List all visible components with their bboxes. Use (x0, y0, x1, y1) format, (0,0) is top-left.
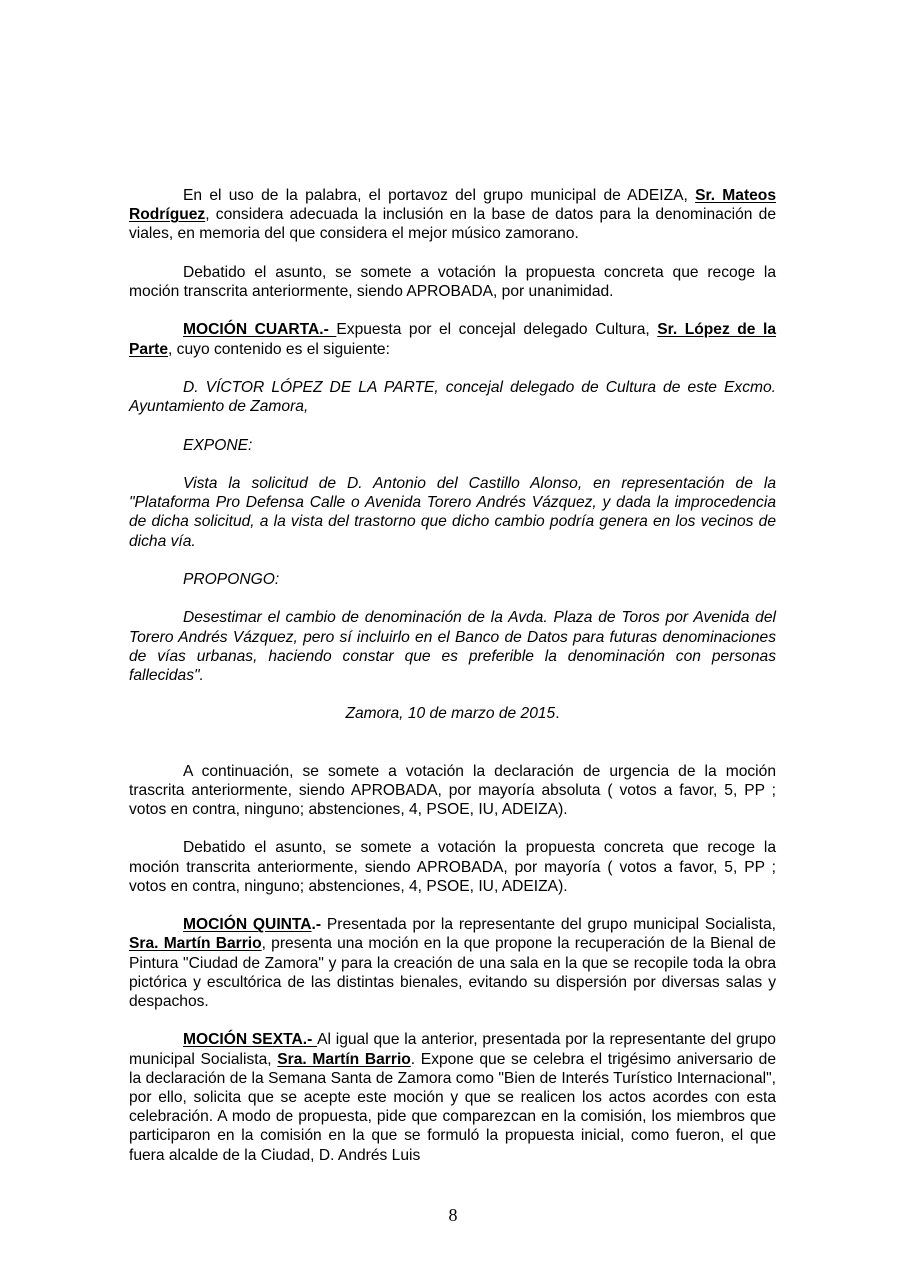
speaker-name: Sra. Martín Barrio (129, 935, 262, 953)
paragraph-expone: EXPONE: (183, 436, 253, 454)
paragraph-propongo: PROPONGO: (183, 570, 280, 588)
paragraph-mocion-quinta (129, 915, 776, 1011)
speaker-name: Sr. López de la Parte (129, 321, 777, 358)
motion-date-line: Zamora, 10 de marzo de 2015. (345, 705, 560, 723)
speaker-name: Sr. Mateos Rodríguez (129, 187, 777, 224)
paragraph-text: , presenta una moción en la que propone la recuperación de la Bienal de Pintura "Ciudad de Zamora" y para la creación de una sala en la que se recopile toda la obra pictórica y escultórica de las distintas bienales, evitando su dispersión por diversas salas y despachos. (129, 935, 776, 1010)
paragraph-mocion-sexta (129, 1030, 776, 1164)
paragraph-mocion-cuarta (129, 320, 776, 358)
paragraph-text: Al igual que la anterior, presentada por la representante del grupo municipal Socialista, (129, 1031, 776, 1068)
paragraph-text: , cuyo contenido es el siguiente: (168, 340, 390, 358)
paragraph-text: , considera adecuada la inclusión en la base de datos para la denominación de viales, en memoria del que considera el mejor músico zamorano. (129, 206, 776, 243)
paragraph-text: Presentada por la representante del grupo municipal Socialista, (321, 916, 776, 934)
motion-heading: MOCIÓN SEXTA.- (183, 1031, 318, 1049)
paragraph-text: . Expone que se celebra el trigésimo aniversario de la declaración de la Semana Santa de Zamora como "Bien de Interés Turístico Internacional", por ello, solicita que se acepte este moción y que se realicen los actos acordes con esta celebración. A modo de propuesta, pide que comparezcan en la comisión, los miembros que participaron en la comisión en la que se formuló la propuesta inicial, como fueron, el que fuera alcalde de la Ciudad, D. Andrés Luis (129, 1050, 776, 1164)
paragraph-vote-result: Debatido el asunto, se somete a votación la propuesta concreta que recoge la moción transcrita anteriormente, siendo APROBADA, por unanimidad. (129, 263, 776, 300)
document-body (129, 186, 776, 1184)
paragraph-vote-result-2: Debatido el asunto, se somete a votación la propuesta concreta que recoge la moción transcrita anteriormente, siendo APROBADA, por mayoría ( votos a favor, 5, PP ; votos en contra, ninguno; abstenciones, 4, PSOE, IU, ADEIZA). (129, 839, 776, 895)
paragraph-urgency-vote: A continuación, se somete a votación la declaración de urgencia de la moción trascrita anteriormente, siendo APROBADA, por mayoría absoluta ( votos a favor, 5, PP ; votos en contra, ninguno; abstenciones, 4, PSOE, IU, ADEIZA). (129, 762, 776, 818)
paragraph-text: Expuesta por el concejal delegado Cultura, (336, 321, 658, 339)
motion-heading: MOCIÓN CUARTA.- (183, 321, 337, 339)
motion-heading: MOCIÓN QUINTA (183, 916, 312, 934)
page-number: 8 (448, 1205, 458, 1225)
paragraph-motion-body: Vista la solicitud de D. Antonio del Castillo Alonso, en representación de la "Plataforma Pro Defensa Calle o Avenida Torero Andrés Vázquez, y dada la improcedencia de dicha solicitud, a la vista del trastorno que dicho cambio podría genera en los vecinos de dicha vía. (129, 474, 776, 550)
speaker-name: Sra. Martín Barrio (277, 1050, 411, 1068)
motion-heading-dash: .- (311, 916, 322, 934)
paragraph-proposal: Desestimar el cambio de denominación de la Avda. Plaza de Toros por Avenida del Torero Andrés Vázquez, pero sí incluirlo en el Banco de Datos para futuras denominaciones de vías urbanas, haciendo constar que es preferible la denominación con personas fallecidas". (129, 609, 776, 684)
paragraph-adeiza-intervention (129, 186, 776, 244)
paragraph-text: En el uso de la palabra, el portavoz del grupo municipal de ADEIZA, (183, 187, 696, 204)
motion-date: Zamora, 10 de marzo de 2015 (345, 705, 556, 723)
paragraph-motion-author: D. VÍCTOR LÓPEZ DE LA PARTE, concejal delegado de Cultura de este Excmo. Ayuntamiento de Zamora, (129, 378, 776, 416)
